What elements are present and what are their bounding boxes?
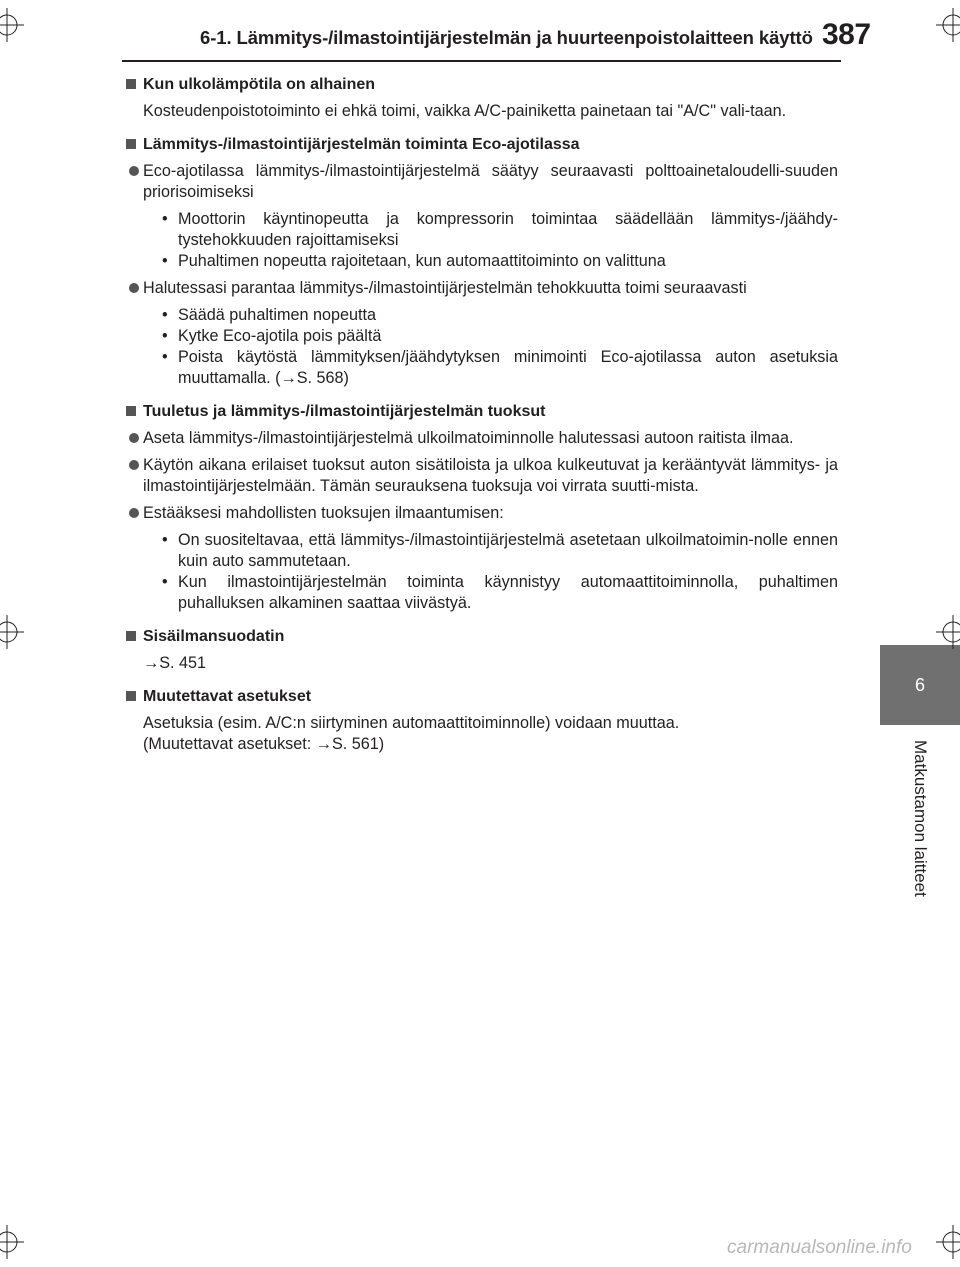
- section-cabin-air-filter: [126, 626, 838, 674]
- sub-list-item-text: Kun ilmastointijärjestelmän toiminta käynnistyy automaattitoiminnolla, puhaltimen puhalluksen alkaminen saattaa viivästyä.: [178, 573, 838, 612]
- sub-list-item: • On suositeltavaa, että lämmitys-/ilmastointijärjestelmä asetetaan ulkoilmatoimin-nolle ennen kuin auto sammutetaan.: [162, 531, 838, 570]
- section-heading: [126, 401, 838, 422]
- round-bullet-icon: [129, 460, 139, 470]
- page-reference-link[interactable]: →S. 451: [143, 654, 206, 672]
- section-paragraph: Kosteudenpoistotoiminto ei ehkä toimi, vaikka A/C-painiketta painetaan tai "A/C" vali-taan.: [143, 102, 787, 120]
- crop-mark-icon: [0, 8, 24, 42]
- section-customizable-settings: [126, 686, 838, 755]
- list-item: [126, 161, 838, 203]
- header-divider: [122, 60, 841, 62]
- section-outdoor-temperature: [126, 74, 838, 122]
- sub-list-item: • Poista käytöstä lämmityksen/jäähdytyksen minimointi Eco-ajotilassa auton asetuksia muuttamalla. (→S. 568): [162, 348, 838, 387]
- square-bullet-icon: [126, 631, 136, 641]
- square-bullet-icon: [126, 139, 136, 149]
- section-heading-text: Lämmitys-/ilmastointijärjestelmän toiminta Eco-ajotilassa: [143, 136, 580, 153]
- square-bullet-icon: [126, 406, 136, 416]
- crop-mark-icon: [936, 1225, 960, 1259]
- section-heading-text: Sisäilmansuodatin: [143, 628, 285, 645]
- round-bullet-icon: [129, 508, 139, 518]
- chapter-label: Matkustamon laitteet: [911, 740, 930, 897]
- crop-mark-icon: [936, 8, 960, 42]
- section-heading: [126, 626, 838, 647]
- square-bullet-icon: [126, 79, 136, 89]
- sub-list-item-text: On suositeltavaa, että lämmitys-/ilmastointijärjestelmä asetetaan ulkoilmatoimin-nolle ennen kuin auto sammutetaan.: [178, 531, 838, 570]
- watermark: carmanualsonline.info: [727, 1237, 912, 1258]
- list-item: [126, 503, 838, 524]
- square-bullet-icon: [126, 691, 136, 701]
- page-content: [126, 74, 838, 767]
- chapter-number: 6: [914, 675, 925, 695]
- sub-list: [126, 305, 838, 389]
- section-heading-text: Kun ulkolämpötila on alhainen: [143, 76, 376, 93]
- round-bullet-icon: [129, 433, 139, 443]
- section-heading-text: Muutettavat asetukset: [143, 688, 312, 705]
- list-item: [126, 428, 838, 449]
- section-heading: [126, 74, 838, 95]
- sub-list-item: • Moottorin käyntinopeutta ja kompressorin toimintaa säädellään lämmitys-/jäähdy-tystehokkuuden rajoittamiseksi: [162, 210, 838, 249]
- crop-mark-icon: [0, 615, 24, 649]
- crop-mark-icon: [936, 615, 960, 649]
- list-item: [126, 278, 838, 299]
- list-item: [126, 455, 838, 497]
- sub-list-item: • Puhaltimen nopeutta rajoitetaan, kun automaattitoiminto on valittuna: [162, 252, 666, 270]
- page-number: 387: [822, 18, 871, 51]
- sub-list-item: • Kytke Eco-ajotila pois päältä: [162, 327, 382, 345]
- list-item-text: Estääksesi mahdollisten tuoksujen ilmaantumisen:: [143, 504, 504, 522]
- list-item-text: Aseta lämmitys-/ilmastointijärjestelmä ulkoilmatoiminnolle halutessasi autoon raitista ilmaa.: [143, 429, 794, 447]
- section-eco-mode: [126, 134, 838, 389]
- list-item-text: Halutessasi parantaa lämmitys-/ilmastointijärjestelmän tehokkuutta toimi seuraavasti: [143, 279, 747, 297]
- sub-list-item-text: Kytke Eco-ajotila pois päältä: [178, 327, 382, 345]
- chapter-tab: [880, 645, 960, 725]
- section-ventilation-odors: [126, 401, 838, 614]
- sub-list-item-text: Moottorin käyntinopeutta ja kompressorin toimintaa säädellään lämmitys-/jäähdy-tystehokkuuden rajoittamiseksi: [178, 210, 838, 249]
- section-paragraph-line: Asetuksia (esim. A/C:n siirtyminen automaattitoiminnolle) voidaan muuttaa.: [143, 714, 680, 732]
- sub-list-item-text: Säädä puhaltimen nopeutta: [178, 306, 377, 324]
- section-heading: [126, 134, 838, 155]
- sub-list: [126, 530, 838, 614]
- section-heading: [126, 686, 838, 707]
- sub-list-item: • Kun ilmastointijärjestelmän toiminta käynnistyy automaattitoiminnolla, puhaltimen puhalluksen alkaminen saattaa viivästyä.: [162, 573, 838, 612]
- sub-list-item-text: Puhaltimen nopeutta rajoitetaan, kun automaattitoiminto on valittuna: [178, 252, 666, 270]
- page-header-title: 6-1. Lämmitys-/ilmastointijärjestelmän ja huurteenpoistolaitteen käyttö: [200, 27, 813, 48]
- list-item-text: Käytön aikana erilaiset tuoksut auton sisätiloista ja ulkoa kulkeutuvat ja kerääntyvät lämmitys- ja ilmastointijärjestelmään. Tämän seurauksena tuoksuja voi virrata suutti-mista.: [143, 456, 838, 495]
- section-heading-text: Tuuletus ja lämmitys-/ilmastointijärjestelmän tuoksut: [143, 403, 546, 420]
- round-bullet-icon: [129, 283, 139, 293]
- sub-list: [126, 209, 838, 272]
- crop-mark-icon: [0, 1225, 24, 1259]
- list-item-text: Eco-ajotilassa lämmitys-/ilmastointijärjestelmä säätyy seuraavasti polttoainetaloudelli-suuden priorisoimiseksi: [143, 162, 838, 201]
- page-reference-link[interactable]: (Muutettavat asetukset: →S. 561): [143, 735, 385, 753]
- sub-list-item-text: Poista käytöstä lämmityksen/jäähdytyksen minimointi Eco-ajotilassa auton asetuksia muuttamalla. (→S. 568): [178, 348, 838, 387]
- sub-list-item: • Säädä puhaltimen nopeutta: [162, 306, 377, 324]
- round-bullet-icon: [129, 166, 139, 176]
